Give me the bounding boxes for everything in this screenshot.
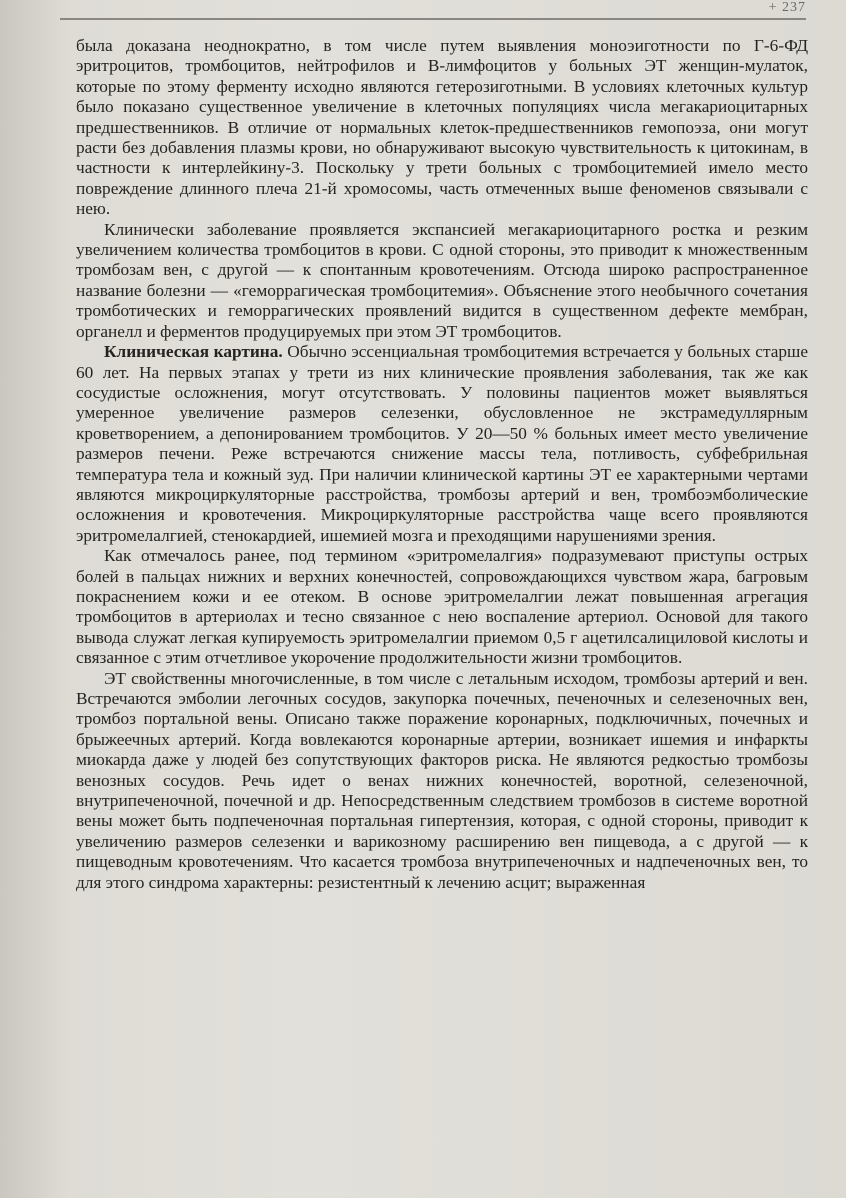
paragraph-2 [76, 220, 808, 342]
paragraph-3 [76, 342, 808, 546]
page-number: + 237 [768, 0, 806, 15]
paragraph-4 [76, 546, 808, 668]
paragraph-1 [76, 36, 808, 220]
paragraph-3-text: Обычно эссенциальная тромбоцитемия встречается у больных старше 60 лет. На первых этапах у трети из них клинические проявления заболевания, так же как сосудистые осложнения, могут отсутствовать. У половины пациентов может выявляться умеренное увеличение размеров селезенки, обусловленное не экстрамедуллярным кроветворением, а депонированием тромбоцитов. У 20—50 % больных имеет место увеличение размеров печени. Реже встречаются снижение массы тела, потливость, субфебрильная температура тела и кожный зуд. При наличии клинической картины ЭТ ее характерными чертами являются микроциркуляторные расстройства, тромбозы артерий и вен, тромбоэмболические осложнения и кровотечения. Микроциркуляторные расстройства чаще всего проявляются эритромелалгией, стенокардией, ишемией мозга и преходящими нарушениями зрения. [76, 342, 809, 545]
paragraph-1-text: была доказана неоднократно, в том числе путем выявления моноэиготности по Г-6-ФД эритроцитов, тромбоцитов, нейтрофилов и В-лимфоцитов у больных ЭТ женщин-мулаток, которые по этому ферменту исходно являются гетерозиготными. В условиях клеточных культур было показано существенное увеличение в клеточных популяциях числа мегакариоцитарных предшественников. В отличие от нормальных клеток-предшественников гемопоэза, они могут расти без добавления плазмы крови, но обнаруживают высокую чувствительность к цитокинам, в частности к интерлейкину-3. Поскольку у трети больных с тромбоцитемией имело место повреждение длинного плеча 21-й хромосомы, часть отмеченных выше феноменов связывали с нею. [76, 36, 808, 219]
paragraph-5-text: ЭТ свойственны многочисленные, в том числе с летальным исходом, тромбозы артерий и вен. Встречаются эмболии легочных сосудов, закупорка почечных, печеночных и селезеночных вен, тромбоз портальной вены. Описано также поражение коронарных, подключичных, почечных и брыжеечных артерий. Когда вовлекаются коронарные артерии, возникает ишемия и инфаркты миокарда даже у людей без сопутствующих факторов риска. Не являются редкостью тромбозы венозных сосудов. Речь идет о венах нижних конечностей, воротной, селезеночной, внутрипеченочной, почечной и др. Непосредственным следствием тромбозов в системе воротной вены может быть подпеченочная портальная гипертензия, которая, с одной стороны, приводит к увеличению размеров селезенки и варикозному расширению вен пищевода, а с другой — к пищеводным кровотечениям. Что касается тромбоза внутрипеченочных и надпеченочных вен, то для этого синдрома характерны: резистентный к лечению асцит; выраженная [76, 668, 808, 892]
paragraph-2-text: Клинически заболевание проявляется экспансией мегакариоцитарного ростка и резким увеличением количества тромбоцитов в крови. С одной стороны, это приводит к множественным тромбозам вен, с другой — к спонтанным кровотечениям. Отсюда широко распространенное название болезни — «геморрагическая тромбоцитемия». Объяснение этого необычного сочетания тромботических и геморрагических проявлений видится в существенном дефекте мембран, органелл и ферментов продуцируемых при этом ЭТ тромбоцитов. [76, 219, 808, 341]
body-text [76, 36, 808, 893]
paragraph-5 [76, 669, 808, 893]
section-heading-clinical-picture: Клиническая картина. [104, 342, 283, 362]
paragraph-4-text: Как отмечалось ранее, под термином «эритромелалгия» подразумевают приступы острых болей в пальцах нижних и верхних конечностей, сопровождающихся чувством жара, багровым покраснением кожи и ее отеком. В основе эритромелалгии лежат повышенная агрегация тромбоцитов в артериолах и тесно связанное с нею воспаление артериол. Основой для такого вывода служат легкая купируемость эритромелалгии приемом 0,5 г ацетилсалициловой кислоты и связанное с этим отчетливое укорочение продолжительности жизни тромбоцитов. [76, 546, 808, 668]
header-rule [60, 18, 806, 20]
